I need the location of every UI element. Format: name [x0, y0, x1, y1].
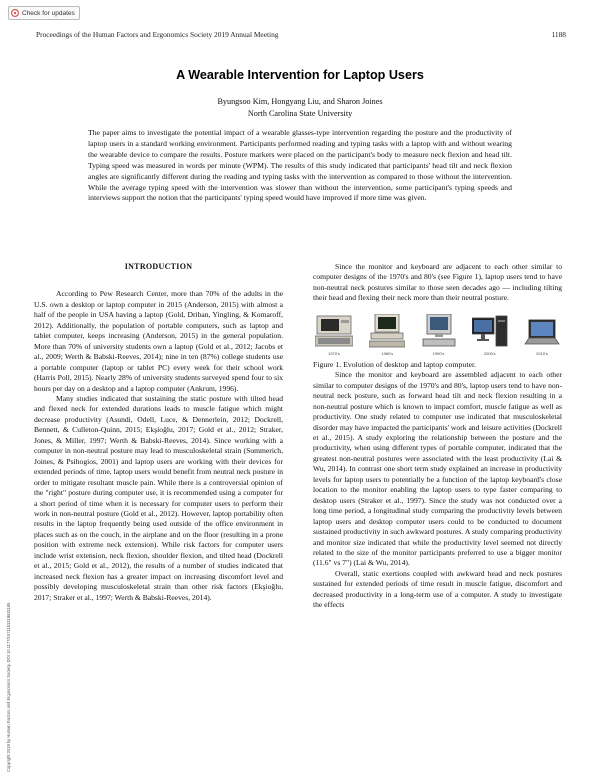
check-for-updates-badge[interactable] — [8, 6, 80, 20]
computer-1980s-icon — [369, 314, 405, 348]
running-head — [36, 30, 566, 39]
terminal-1970s-icon — [315, 314, 353, 348]
figure-1 — [313, 310, 562, 360]
figure-year-label: 1980's — [381, 351, 394, 357]
left-column — [34, 262, 283, 603]
figure-caption: Figure 1. Evolution of desktop and laptop computer. — [313, 359, 477, 369]
figure-year-label: 1970's — [328, 351, 340, 357]
badge-label: Check for updates — [22, 9, 75, 17]
side-copyright: Copyright 2019 by Human Factors and Ergonomics Society. DOI 10.1177/1071181319631185 — [6, 602, 11, 772]
figure-item-1980s — [369, 314, 405, 359]
figure-year-label: 2000's — [483, 351, 496, 357]
right-column — [313, 262, 562, 611]
author-block — [0, 96, 600, 119]
intro-paragraph-2: Many studies indicated that sustaining the static posture with tilted head and flexed neck for extended durations leads to muscle fatigue which might decrease productivity (Asundi, Odell, Luce, & Dennerlein, 2012; Dockrell, Bennett, & Culleton-Quinn, 2015; Ekşioğlu, 2017; Gold et al., 2012; Straker, Jones, & Miller, 1997; Werth & Babski-Reeves, 2014). Since working with a computer in non-neutral posture may lead to musculoskeletal strain (Sommerich, Joines, & Psihogios, 2001) and laptop users are working with their devices for extended periods of time, laptop users would benefit from neutral neck posture in order to mitigate resultant muscle pain. While there is a controversial opinion of the "right" posture during computer use, it is recommended using a computer for a short period of time when it is necessary for computer users to perform their work in non-neutral posture (Gold et al., 2012). However, laptop portability often results in the laptop frequently being used outside of the office environment in places such as on the couch, in the airplane and on the floor (resulting in a prone position with extreme neck extension). While risk factors for computer users include wrist extension, neck flexion, shoulder flexion, and tilted head (Dockrell et al., 2015; Gold et al., 2012), the results of a number of studies indicated that increased neck flexion has a greater impact on increasing discomfort level and possibly developing musculoskeletal strain than other risk factors (Ekşioğlu, 2017; Straker et al., 1997; Werth & Babski-Reeves, 2014). — [34, 393, 283, 602]
page-number: 1188 — [551, 30, 566, 39]
section-heading-introduction: INTRODUCTION — [124, 262, 193, 271]
intro-paragraph-1: According to Pew Research Center, more than 70% of the adults in the U.S. own a desktop or laptop computer in 2015 (Anderson, 2015) with almost a half of the people in USA having a laptop (Gold, Driban, Yingling, & Komaroff, 2012). Additionally, the population of portable computers, such as laptop and tablet computer, keeps increasing (Anderson, 2015) in the general population. More than 70% of university students own a laptop (Gold et al., 2012; Jacobs et al., 2009; Werth & Babski-Reeves, 2014); nine in ten (87%) college students use a portable computer (laptop or tablet PC) every week for their school work (Harris Poll, 2015). Nearly 28% of university students surveyed spend four to six hours per day on a desktop and a laptop computer (Ankrum, 1996). — [34, 289, 283, 393]
figure-item-2000s — [472, 314, 508, 359]
journal-name: Proceedings of the Human Factors and Ergonomics Society 2019 Annual Meeting — [36, 30, 279, 39]
right-paragraph-2: Overall, static exertions coupled with awkward head and neck postures sustained for extended periods of time result in muscle fatigue, discomfort and decreased productivity in a long-term use of a computer. A study to investigate the effects — [313, 568, 562, 610]
abstract: The paper aims to investigate the potential impact of a wearable glasses-type intervention regarding the posture and the productivity of laptop users in a standard working environment. Participants performed reading and typing tasks with a laptop with and without wearing the wearable device to compare the results. Posture markers were placed on the participant's body to measure neck flexion and head tilt. Typing speed was measured in words per minute (WPM). The results of this study indicated that participants' head tilt and neck flexion angles are significantly different during the reading and typing tasks with the intervention as compared to those without the intervention. While the average typing speed with the intervention was slower than without the intervention, some participant's typing speeds and interviews support the notion that the participants' typing speed would have improved if more time was given. — [88, 128, 512, 203]
laptop-2010s-icon — [524, 314, 560, 348]
right-paragraph-1: Since the monitor and keyboard are assembled adjacent to each other similar to computer designs of the 1970's and 80's, laptop users tend to have non-neutral neck posture, such as forward head tilt and neck flexion resulting in a non-neutral posture which is known to impact comfort, muscle fatigue as well as productivity. One study related to computer use indicated that musculoskeletal disorder may have impacted the participants' work and leisure activities (Dockrell et al., 2015). A study exploring the relationship between the posture and the productivity, when using different types of portable computer, indicated that the greatest non-neutral postures were associated with the least productivity (Lai & Wu, 2014). In contrast one short term study explained an increase in productivity levels for laptop users to potentially be a function of the laptop keyboard's close location to the monitor enabling the laptop users to type faster comparing to desktop users (Straker et al., 1997). Since the study was not conducted over a long time period, a longitudinal study comparing the productivity levels between laptop users and desktop computer users could to be conducted to document sustained productivity in such awkward postures. A study comparing productivity and monitor size indicated that while the productivity level seemed not directly related to the size of the monitor participants preferred to use a bigger monitor (11.6" vs 7") (Lai & Wu, 2014). — [313, 370, 562, 568]
desktop-2000s-icon — [472, 314, 508, 348]
right-paragraph-intro: Since the monitor and keyboard are adjacent to each other similar to computer designs of the 1970's and 80's (see Figure 1), laptop users tend to have non-neutral neck postures similar to those seen decades ago — including tilting their head and flexing their neck more than their neutral posture. — [313, 262, 562, 303]
figure-year-label: 2010's — [536, 351, 548, 357]
figure-year-label: 1990's — [432, 351, 445, 357]
author-names: Byungsoo Kim, Hongyang Liu, and Sharon Joines — [217, 97, 383, 106]
computer-1990s-icon — [422, 314, 456, 348]
figure-item-2010s — [524, 314, 560, 359]
paper-title: A Wearable Intervention for Laptop Users — [176, 68, 424, 82]
refresh-icon — [11, 9, 19, 17]
affiliation: North Carolina State University — [247, 108, 353, 118]
figure-item-1970s — [315, 314, 353, 359]
figure-item-1990s — [422, 314, 456, 359]
